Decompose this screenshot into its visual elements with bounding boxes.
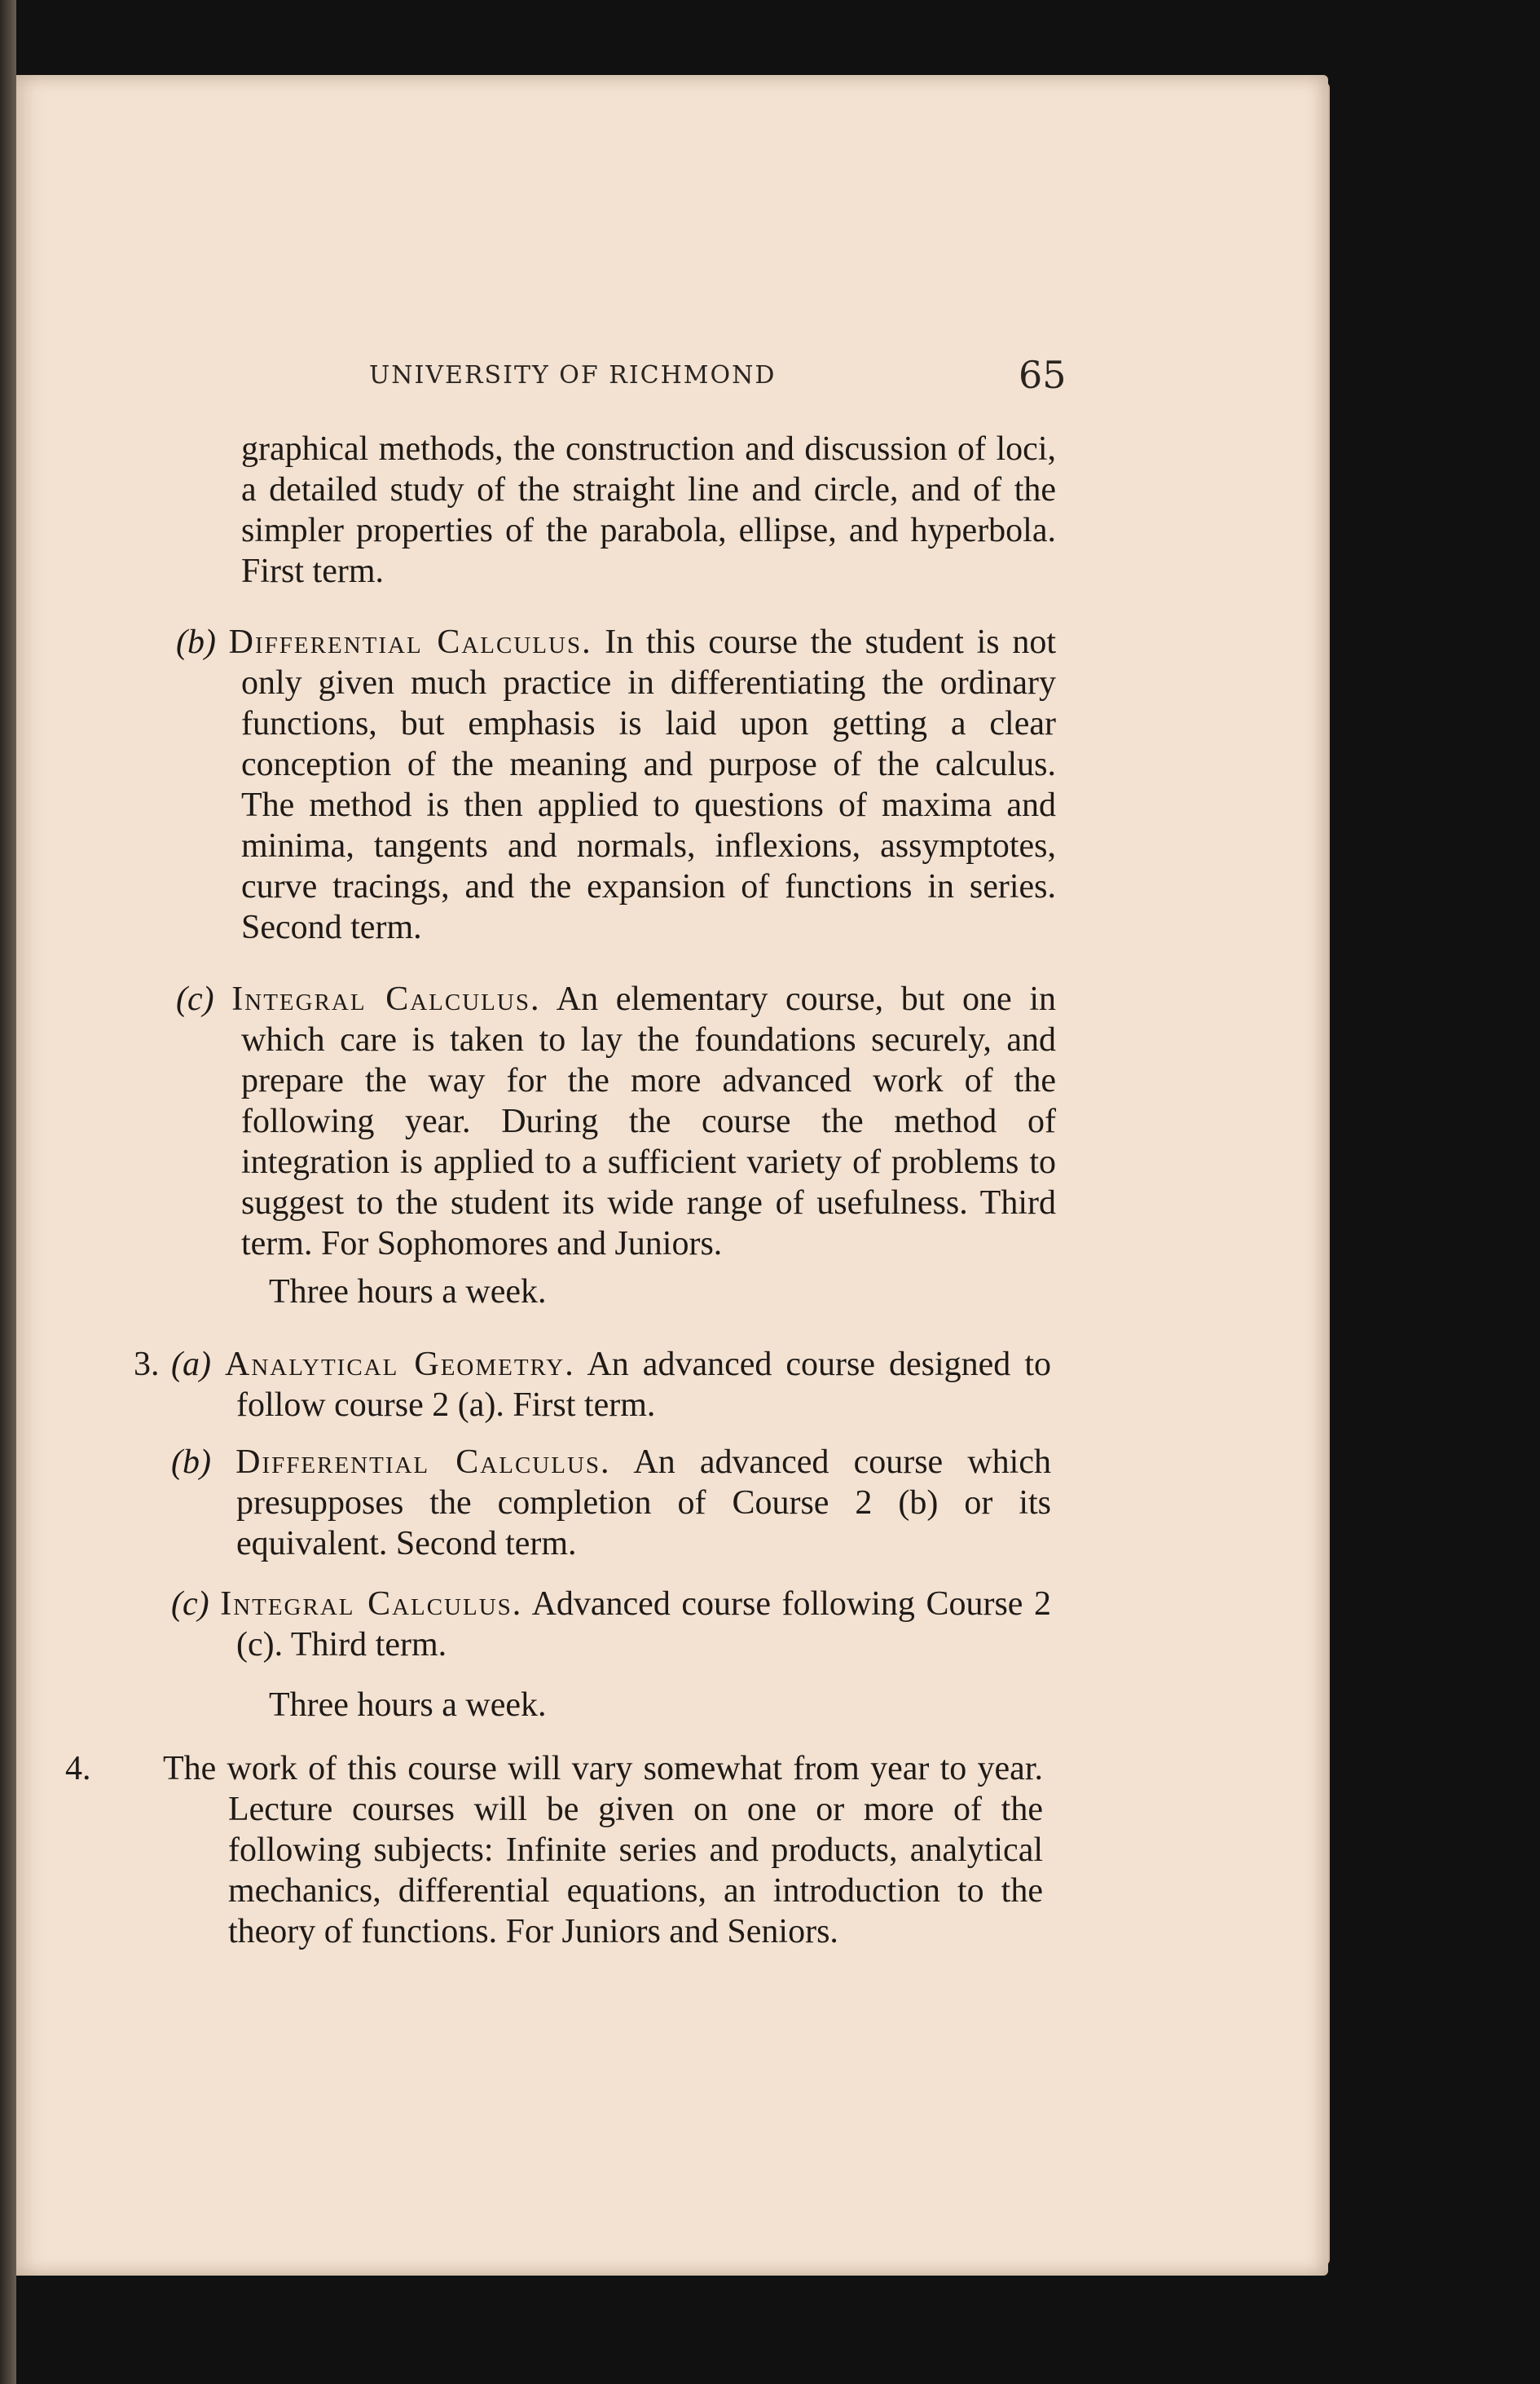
paragraph-3a [171, 1344, 1051, 1426]
paragraph-head [163, 1748, 1043, 1952]
paragraph-text: The work of this course will vary somewhat from year to year. Lecture courses will be given on one or more of the following subjects: Infinite series and products, analytical mechanics, differential equations, an introduction to the theory of functions. For Juniors and Seniors. [163, 1750, 1043, 1950]
hours-note: Three hours a week. [269, 1686, 547, 1724]
paragraph-head [176, 622, 1056, 948]
paragraph-head [171, 1442, 1051, 1564]
course-title: Integral Calculus. [231, 980, 541, 1018]
paragraph-text: Advanced course following Course 2 (c). Third term. [236, 1585, 1052, 1664]
item-marker: (b) [176, 624, 216, 661]
paragraph-2c [176, 979, 1057, 1264]
item-number: 3. [134, 1346, 160, 1383]
page-header [0, 353, 1540, 402]
paragraph-text: In this course the student is not only given much practice in differentiating the ordinary functions, but emphasis is laid upon getting a clear conception of the meaning and purpose of the calculus. The method is then applied to questions of maxima and minima, tangents and normals, inflexions, assymptotes, curve tracings, and the expansion of functions in series. Second term. [241, 624, 1056, 946]
paragraph-head [176, 979, 1057, 1264]
item-marker: (c) [171, 1585, 209, 1623]
course-title: Analytical Geometry. [225, 1346, 575, 1383]
paragraph-3b [171, 1442, 1051, 1564]
hours-note: Three hours a week. [269, 1273, 547, 1311]
paragraph-head [171, 1584, 1052, 1665]
paragraph-text: graphical methods, the construction and discussion of loci, a detailed study of the straight line and circle, and of the simpler properties of the parabola, ellipse, and hyperbola. First term. [241, 430, 1056, 590]
paragraph-3c [171, 1584, 1052, 1665]
paragraph-text: An advanced course which presupposes the completion of Course 2 (b) or its equivalent. Second term. [236, 1443, 1051, 1562]
item-number: 4. [65, 1750, 91, 1787]
page-number: 65 [1019, 353, 1067, 397]
paragraph-text: An elementary course, but one in which care is taken to lay the foundations securely, and prepare the way for the more advanced work of the following year. During the course the method of integration is applied to a sufficient variety of problems to suggest to the student its wide range of usefulness. Third term. For Sophomores and Juniors. [241, 980, 1057, 1263]
paragraph-2a-continued [241, 429, 1056, 592]
course-title: Differential Calculus. [235, 1443, 611, 1481]
running-head: UNIVERSITY OF RICHMOND [369, 361, 777, 390]
course-title: Integral Calculus. [220, 1585, 523, 1623]
paragraph-2b [176, 622, 1056, 948]
item-marker: (a) [171, 1346, 211, 1383]
paragraph-4 [163, 1748, 1043, 1952]
item-marker: (b) [171, 1443, 211, 1481]
paragraph-text: An advanced course designed to follow course 2 (a). First term. [236, 1346, 1051, 1424]
course-title: Differential Calculus. [228, 624, 592, 661]
item-marker: (c) [176, 980, 214, 1018]
paragraph-head [171, 1344, 1051, 1426]
